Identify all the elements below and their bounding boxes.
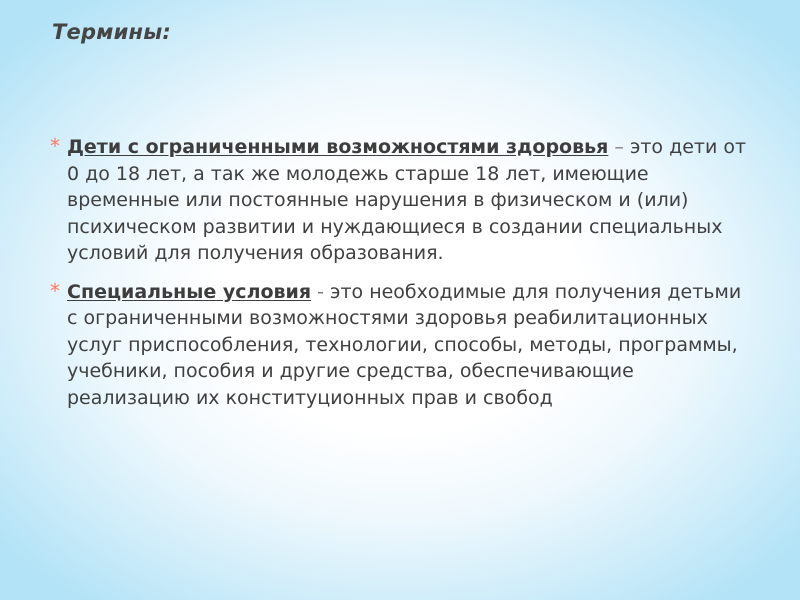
- term-separator: –: [614, 136, 624, 158]
- definition-item-special-conditions: [50, 279, 750, 412]
- term-special-conditions: Специальные условия: [67, 280, 312, 303]
- term-separator: -: [317, 280, 324, 303]
- bullet-asterisk-icon: *: [50, 134, 60, 158]
- definition-text: это дети от 0 до 18 лет, а так же молодежь старше 18 лет, имеющие временные или постоянные нарушения в физическом и (или) психическом развитии и нуждающиеся в создании специальных условий для получения образования.: [67, 136, 747, 264]
- term-children-with-disabilities: Дети с ограниченными возможностями здоровья: [67, 136, 609, 158]
- slide-title: Термины:: [52, 20, 171, 44]
- definition-text: это необходимые для получения детьми с ограниченными возможностями здоровья реабилитационных услуг приспособления, технологии, способы, методы, программы, учебники, пособия и другие средства, обеспечивающие реализацию их конституционных прав и свобод: [67, 280, 742, 409]
- slide-content: [50, 134, 750, 423]
- bullet-asterisk-icon: *: [50, 278, 60, 303]
- definition-item-children: [50, 134, 750, 267]
